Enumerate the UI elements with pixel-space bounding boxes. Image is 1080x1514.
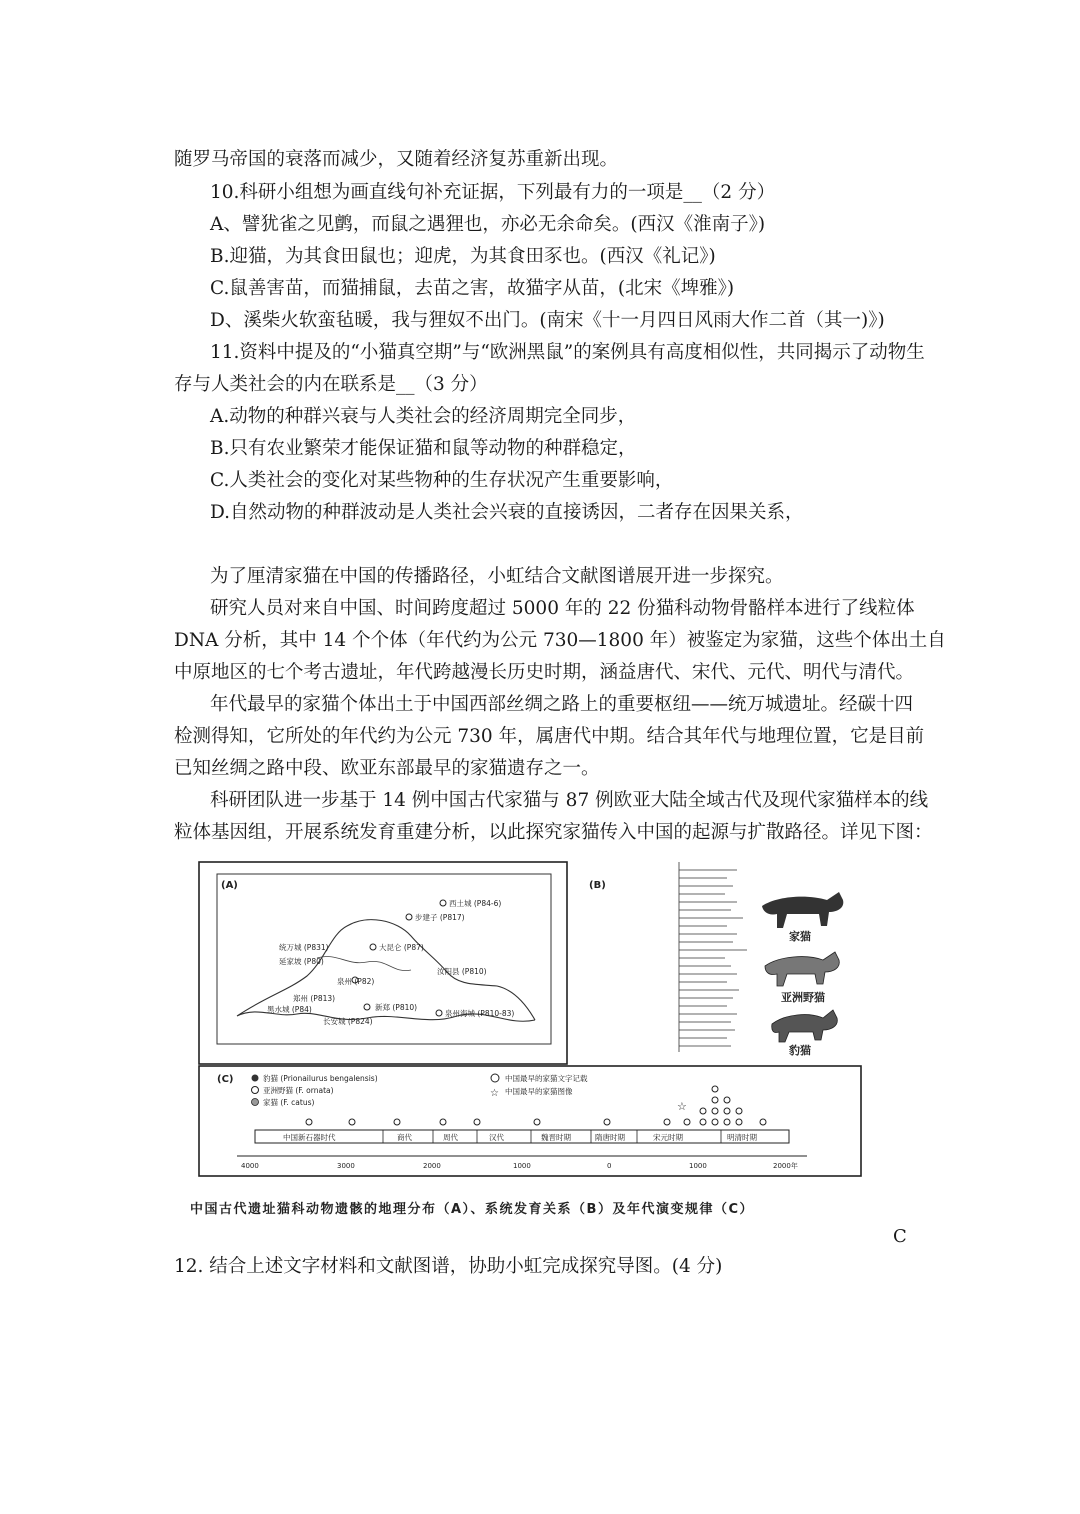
legend-leopard-cat: 豹猫 (Prionailurus bengalensis) — [263, 1074, 378, 1083]
legend-domestic-cat: 家猫 (F. catus) — [263, 1098, 315, 1107]
corner-mark: C — [893, 1226, 907, 1247]
sample-marker — [724, 1119, 730, 1125]
sample-marker — [760, 1119, 766, 1125]
section-intro: 为了厘清家猫在中国的传播路径，小虹结合文献图谱展开进一步探究。 — [210, 566, 784, 587]
paragraph-3-line2: 粒体基因组，开展系统发育重建分析，以此探究家猫传入中国的起源与扩散路径。详见下图： — [174, 822, 933, 843]
period-label: 周代 — [443, 1133, 458, 1142]
animal-label-domestic-cat: 家猫 — [789, 930, 811, 943]
sample-marker — [349, 1119, 355, 1125]
site-marker — [370, 944, 376, 950]
leopard-cat-silhouette — [772, 1010, 838, 1042]
research-figure — [197, 856, 863, 1178]
site-label: 郑州 (P813) — [293, 994, 336, 1003]
paragraph-3-line1: 科研团队进一步基于 14 例中国古代家猫与 87 例欧亚大陆全域古代及现代家猫样本的线 — [210, 790, 929, 811]
panel-a-label: (A) — [221, 880, 238, 891]
period-label: 宋元时期 — [653, 1133, 683, 1142]
question-11-option-a: A.动物的种群兴衰与人类社会的经济周期完全同步， — [210, 406, 637, 427]
axis-label: 1000 — [689, 1162, 707, 1170]
site-label: 泉州 (P82) — [337, 977, 375, 986]
site-marker — [436, 1010, 442, 1016]
paragraph-1-line1: 研究人员对来自中国、时间跨度超过 5000 年的 22 份猫科动物骨骼样本进行了线粒体 — [210, 598, 915, 619]
legend-asian-wildcat: 亚洲野猫 (F. ornata) — [263, 1086, 334, 1095]
question-11-stem-line1: 11.资料中提及的“小猫真空期”与“欧洲黑鼠”的案例具有高度相似性，共同揭示了动物生 — [210, 342, 925, 363]
legend-text-record-marker — [491, 1074, 499, 1082]
legend-star-marker: ☆ — [490, 1088, 499, 1099]
figure-caption: 中国古代遗址猫科动物遗骸的地理分布（A）、系统发育关系（B）及年代演变规律（C） — [190, 1202, 755, 1217]
paragraph-1-line3: 中原地区的七个考古遗址，年代跨越漫长历史时期，涵益唐代、宋代、元代、明代与清代。 — [174, 662, 915, 683]
site-label: 黑水城 (P84) — [267, 1005, 312, 1014]
question-10-option-b: B.迎猫，为其食田鼠也；迎虎，为其食田豕也。(西汉《礼记》) — [210, 246, 716, 267]
period-label: 商代 — [397, 1133, 412, 1142]
sample-marker — [712, 1097, 718, 1103]
sample-marker — [306, 1119, 312, 1125]
sample-marker — [700, 1108, 706, 1114]
question-11-option-d: D.自然动物的种群波动是人类社会兴衰的直接诱因，二者存在因果关系， — [210, 502, 804, 523]
question-11-stem-line2: 存与人类社会的内在联系是__（3 分） — [174, 374, 488, 395]
legend-asian-wildcat-marker — [252, 1087, 259, 1094]
panel-c-label: (C) — [217, 1074, 234, 1085]
period-label: 魏晋时期 — [541, 1133, 571, 1142]
axis-label: 3000 — [337, 1162, 355, 1170]
sample-marker — [700, 1119, 706, 1125]
earliest-image-star: ☆ — [677, 1100, 687, 1113]
axis-label: 4000 — [241, 1162, 259, 1170]
site-label: 长安城 (P824) — [323, 1017, 373, 1026]
sample-marker — [736, 1108, 742, 1114]
question-10-option-a: A、譬犹雀之见鹯，而鼠之遇狸也，亦必无余命矣。(西汉《淮南子》) — [210, 214, 766, 235]
site-marker — [440, 900, 446, 906]
question-12: 12. 结合上述文字材料和文献图谱，协助小虹完成探究导图。(4 分) — [174, 1256, 723, 1277]
legend-domestic-cat-marker — [252, 1099, 259, 1106]
sample-marker — [664, 1119, 670, 1125]
sample-marker — [712, 1108, 718, 1114]
figure-svg — [197, 856, 863, 1178]
paragraph-continuation: 随罗马帝国的衰落而减少，又随着经济复苏重新出现。 — [174, 149, 619, 170]
question-11-option-b: B.只有农业繁荣才能保证猫和鼠等动物的种群稳定， — [210, 438, 637, 459]
period-label: 明清时期 — [727, 1133, 757, 1142]
sample-marker — [440, 1119, 446, 1125]
sample-marker — [712, 1086, 718, 1092]
site-label: 大昆仑 (P87) — [379, 943, 424, 952]
site-marker — [364, 1004, 370, 1010]
sample-marker — [736, 1119, 742, 1125]
panel-b-label: (B) — [589, 880, 606, 891]
phylogeny-tree — [679, 862, 747, 1052]
legend-earliest-text-record: 中国最早的家猫文字记载 — [505, 1074, 588, 1083]
period-labels — [283, 1132, 757, 1142]
site-label: 西土城 (P84-6) — [449, 899, 502, 908]
question-10-option-c: C.鼠善害苗，而猫捕鼠，去苗之害，故猫字从苗，(北宋《埤雅》) — [210, 278, 735, 299]
sample-marker — [474, 1119, 480, 1125]
paragraph-2-line3: 已知丝绸之路中段、欧亚东部最早的家猫遗存之一。 — [174, 758, 600, 779]
period-label: 隋唐时期 — [595, 1133, 625, 1142]
period-label: 中国新石器时代 — [283, 1133, 336, 1142]
paragraph-2-line2: 检测得知，它所处的年代约为公元 730 年，属唐代中期。结合其年代与地理位置，它是目前 — [174, 726, 925, 747]
animal-label-leopard-cat: 豹猫 — [789, 1044, 811, 1057]
sample-marker — [684, 1119, 690, 1125]
axis-label: 1000 — [513, 1162, 531, 1170]
sample-marker — [724, 1097, 730, 1103]
question-10-stem: 10.科研小组想为画直线句补充证据，下列最有力的一项是__（2 分） — [210, 182, 776, 203]
domestic-cat-silhouette — [762, 892, 843, 928]
site-label: 统万城 (P831) — [279, 943, 329, 952]
site-label: 延家坡 (P80) — [279, 957, 324, 966]
question-11-option-c: C.人类社会的变化对某些物种的生存状况产生重要影响， — [210, 470, 674, 491]
legend-earliest-image: 中国最早的家猫图像 — [505, 1087, 573, 1096]
sample-marker — [724, 1108, 730, 1114]
period-label: 汉代 — [489, 1133, 504, 1142]
site-label: 步建子 (P817) — [415, 913, 465, 922]
site-label: 新郑 (P810) — [375, 1003, 418, 1012]
sample-marker — [712, 1119, 718, 1125]
legend-leopard-cat-marker — [252, 1075, 259, 1082]
axis-label: 2000年 — [773, 1162, 798, 1170]
question-10-option-d: D、溪柴火软蛮毡暖，我与狸奴不出门。(南宋《十一月四日风雨大作二首（其一)》) — [210, 310, 885, 331]
sample-marker — [604, 1119, 610, 1125]
axis-label: 0 — [607, 1162, 612, 1170]
asian-wildcat-silhouette — [765, 952, 839, 986]
animal-label-asian-wildcat: 亚洲野猫 — [781, 991, 825, 1004]
paragraph-2-line1: 年代最早的家猫个体出土于中国西部丝绸之路上的重要枢纽——统万城遗址。经碳十四 — [210, 694, 914, 715]
site-marker — [406, 914, 412, 920]
sample-marker — [394, 1119, 400, 1125]
time-axis-labels — [241, 1161, 798, 1170]
site-label: 泉州海城 (P810-83) — [445, 1009, 515, 1018]
site-labels — [267, 898, 514, 1026]
site-label: 汝阳县 (P810) — [437, 967, 487, 976]
sample-marker — [534, 1119, 540, 1125]
map-river — [317, 956, 411, 970]
axis-label: 2000 — [423, 1162, 441, 1170]
paragraph-1-line2: DNA 分析，其中 14 个个体（年代约为公元 730—1800 年）被鉴定为家猫，这些个体出土自 — [174, 630, 946, 651]
